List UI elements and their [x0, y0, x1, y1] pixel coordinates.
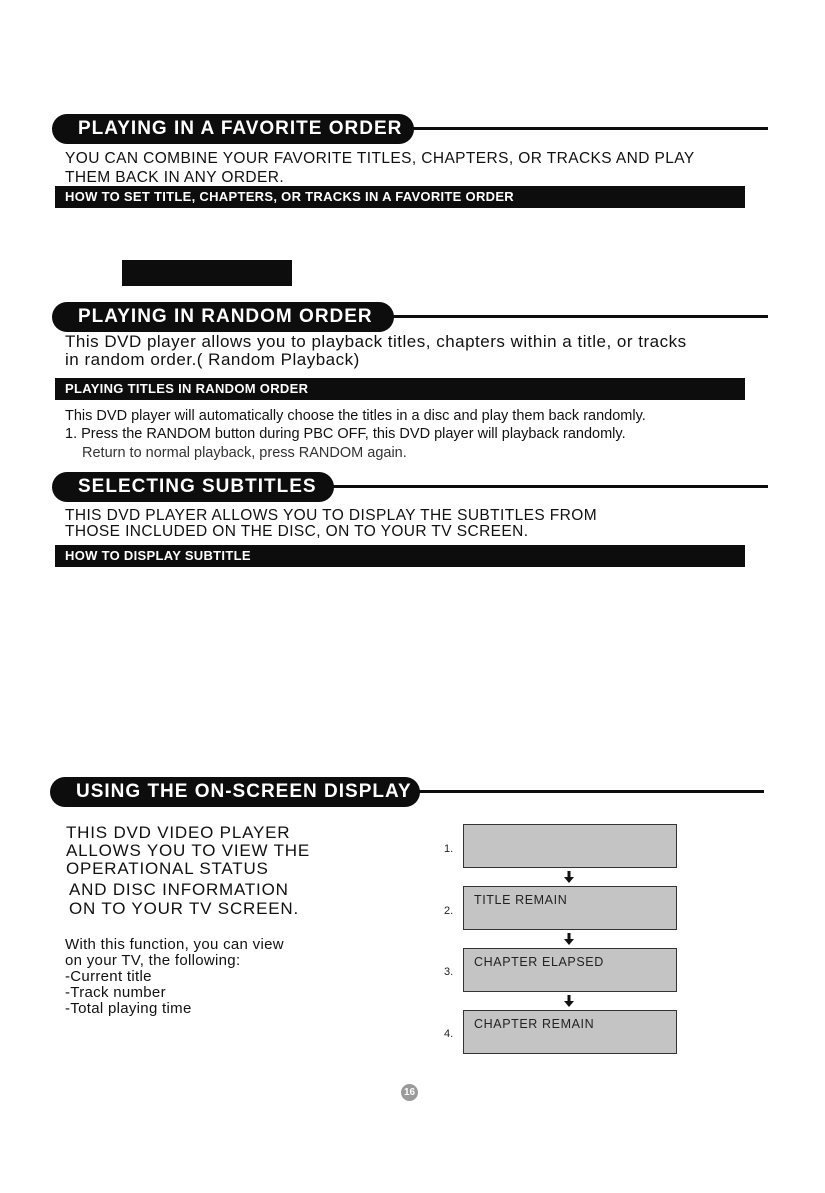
random-line-1: This DVD player will automatically choose the titles in a disc and play them back randomly.	[65, 408, 646, 424]
subtitles-intro-line-2: THOSE INCLUDED ON THE DISC, ON TO YOUR TV SCREEN.	[65, 523, 529, 540]
osd-intro-line-5: ON TO YOUR TV SCREEN.	[69, 899, 299, 918]
subtitles-header-rule	[332, 485, 768, 488]
osd-list-line-2: on your TV, the following:	[65, 952, 241, 969]
random-line-2: 1. Press the RANDOM button during PBC OFF, this DVD player will playback randomly.	[65, 426, 626, 442]
down-arrow-icon	[564, 933, 574, 945]
osd-step-3-screen: CHAPTER ELAPSED	[463, 948, 677, 992]
osd-step-2-screen: TITLE REMAIN	[463, 886, 677, 930]
osd-step-4-number: 4.	[444, 1028, 454, 1040]
random-subheader: PLAYING TITLES IN RANDOM ORDER	[55, 378, 745, 400]
random-intro-line-1: This DVD player allows you to playback titles, chapters within a title, or tracks	[65, 332, 687, 351]
osd-intro-line-2: ALLOWS YOU TO VIEW THE	[66, 841, 311, 860]
osd-list-line-5: -Total playing time	[65, 1000, 192, 1017]
down-arrow-icon	[564, 995, 574, 1007]
down-arrow-icon	[564, 871, 574, 883]
favorite-header-rule	[412, 127, 768, 130]
osd-intro-line-1: THIS DVD VIDEO PLAYER	[66, 823, 291, 842]
random-intro-line-2: in random order.( Random Playback)	[65, 350, 360, 369]
subtitles-header-title: SELECTING SUBTITLES	[52, 472, 334, 502]
random-header-rule	[392, 315, 768, 318]
osd-step-1-number: 1.	[444, 843, 454, 855]
favorite-intro-line-1: YOU CAN COMBINE YOUR FAVORITE TITLES, CHAPTERS, OR TRACKS AND PLAY	[65, 150, 695, 167]
osd-step-1-screen	[463, 824, 677, 868]
osd-step-3-number: 3.	[444, 966, 454, 978]
osd-list-line-1: With this function, you can view	[65, 936, 284, 953]
osd-header-title: USING THE ON-SCREEN DISPLAY	[50, 777, 420, 807]
osd-step-2-number: 2.	[444, 905, 454, 917]
favorite-header-title: PLAYING IN A FAVORITE ORDER	[52, 114, 414, 144]
osd-intro-line-3: OPERATIONAL STATUS	[66, 859, 269, 878]
osd-header-rule	[418, 790, 764, 793]
osd-list-line-4: -Track number	[65, 984, 166, 1001]
osd-list-line-3: -Current title	[65, 968, 152, 985]
osd-intro-line-4: AND DISC INFORMATION	[69, 880, 289, 899]
favorite-black-label-block	[122, 260, 292, 286]
page-number-badge: 16	[401, 1084, 418, 1101]
random-header-title: PLAYING IN RANDOM ORDER	[52, 302, 394, 332]
subtitles-subheader: HOW TO DISPLAY SUBTITLE	[55, 545, 745, 567]
osd-step-4-screen: CHAPTER REMAIN	[463, 1010, 677, 1054]
random-line-3: Return to normal playback, press RANDOM again.	[82, 445, 407, 461]
favorite-subheader: HOW TO SET TITLE, CHAPTERS, OR TRACKS IN A FAVORITE ORDER	[55, 186, 745, 208]
favorite-intro-line-2: THEM BACK IN ANY ORDER.	[65, 169, 285, 186]
subtitles-intro-line-1: THIS DVD PLAYER ALLOWS YOU TO DISPLAY THE SUBTITLES FROM	[65, 507, 598, 524]
